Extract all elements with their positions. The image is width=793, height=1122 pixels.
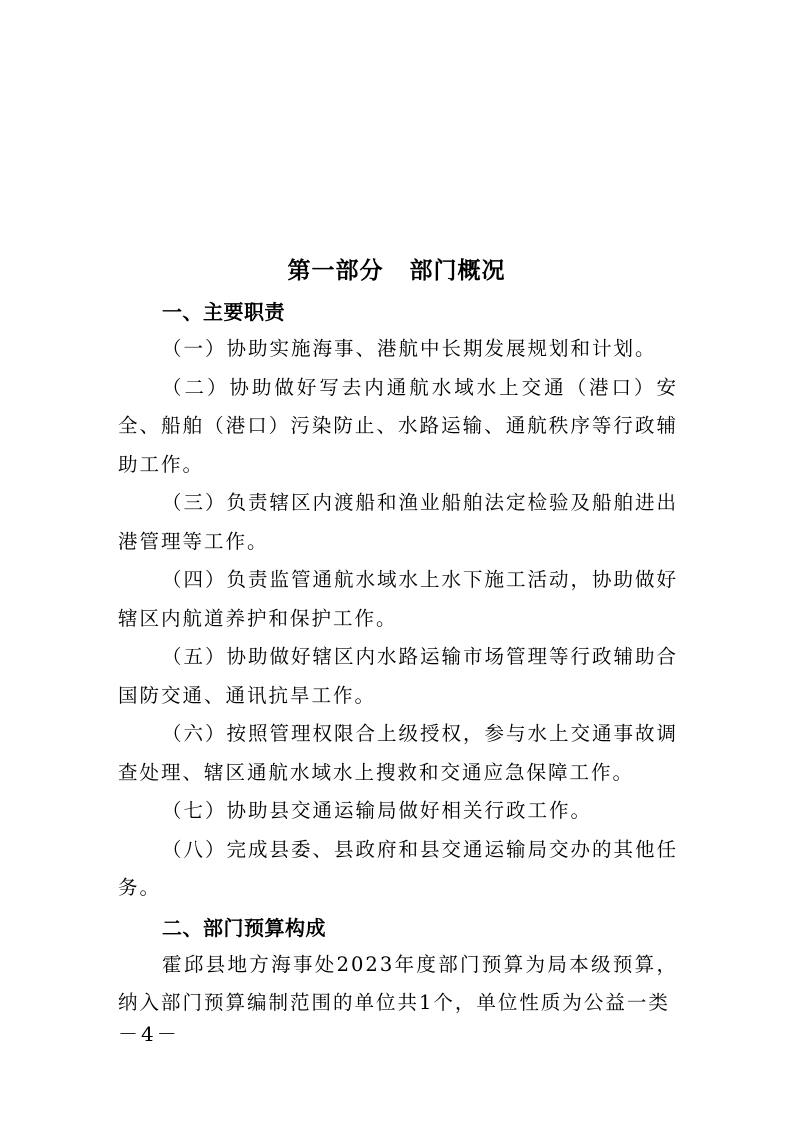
section-heading-budget: 二、部门预算构成: [162, 915, 326, 940]
part-label: 第一部分: [287, 258, 384, 284]
page-title: [0, 253, 793, 289]
document-body: [118, 294, 678, 1023]
section-heading-duties: 一、主要职责: [162, 300, 285, 324]
duty-item-1: （一）协助实施海事、港航中长期发展规划和计划。: [162, 337, 657, 360]
duty-item-4: （四）负责监管通航水域水上水下施工活动，协助做好辖区内航道养护和保护工作。: [118, 568, 679, 630]
duty-item-3: （三）负责辖区内渡船和渔业船舶法定检验及船舶进出港管理等工作。: [118, 491, 679, 553]
duty-item-6: （六）按照管理权限合上级授权，参与水上交通事故调查处理、辖区通航水域水上搜救和交通应急保障工作。: [118, 722, 679, 784]
duty-item-2: （二）协助做好写去内通航水域水上交通（港口）安全、船舶（港口）污染防止、水路运输、通航秩序等行政辅助工作。: [118, 375, 678, 476]
page-number: －4－: [118, 1022, 180, 1046]
budget-paragraph: 霍邱县地方海事处2023年度部门预算为局本级预算，纳入部门预算编制范围的单位共1个，单位性质为公益一类: [118, 952, 678, 1014]
duty-item-7: （七）协助县交通运输局做好相关行政工作。: [162, 799, 593, 822]
part-name: 部门概况: [409, 258, 506, 284]
duty-item-8: （八）完成县委、县政府和县交通运输局交办的其他任务。: [118, 837, 679, 899]
duty-item-5: （五）协助做好辖区内水路运输市场管理等行政辅助合国防交通、通讯抗旱工作。: [118, 645, 679, 707]
